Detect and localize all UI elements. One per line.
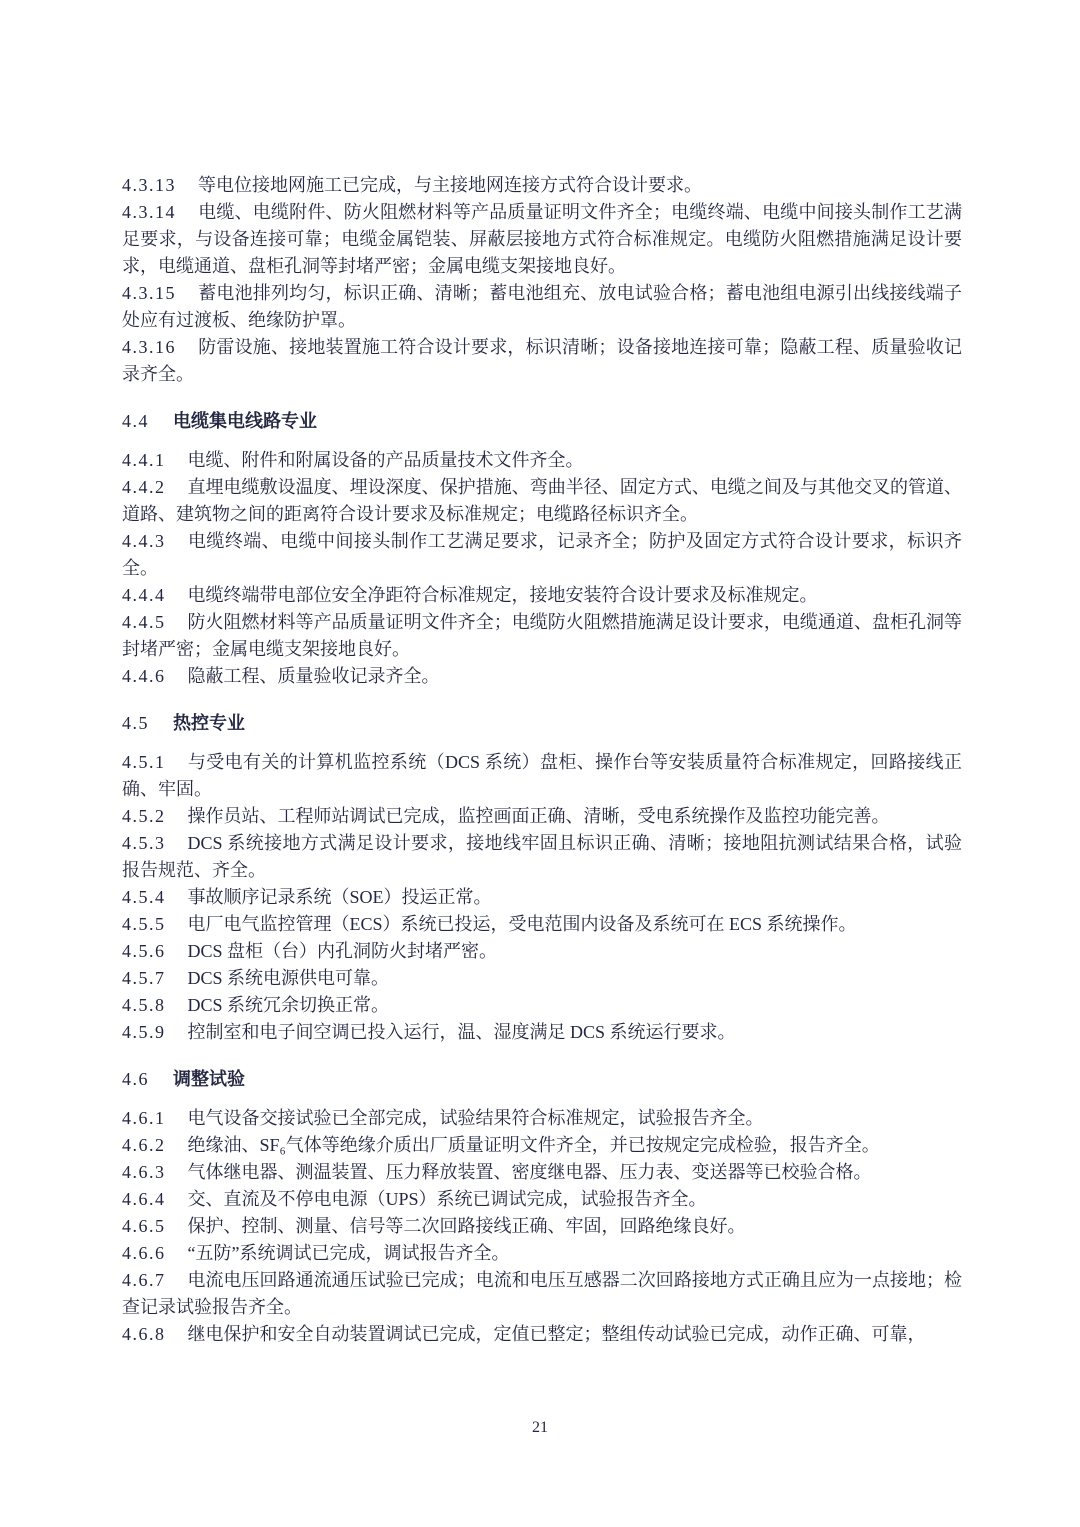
clause-4-5-2	[122, 803, 962, 830]
clause-number: 4.3.15	[122, 283, 176, 303]
clause-text: 与受电有关的计算机监控系统（DCS 系统）盘柜、操作台等安装质量符合标准规定，回路接线正确、牢固。	[122, 752, 962, 799]
clause-4-5-9	[122, 1019, 962, 1046]
heading-4-6	[122, 1066, 962, 1093]
clause-text: 防雷设施、接地装置施工符合设计要求，标识清晰；设备接地连接可靠；隐蔽工程、质量验收记录齐全。	[122, 337, 962, 384]
clause-number: 4.5.7	[122, 968, 166, 988]
clause-text: 交、直流及不停电电源（UPS）系统已调试完成，试验报告齐全。	[187, 1189, 707, 1209]
clause-4-3-15	[122, 280, 962, 334]
clause-number: 4.3.14	[122, 202, 176, 222]
clause-4-6-4	[122, 1186, 962, 1213]
clause-4-3-16	[122, 334, 962, 388]
clause-number: 4.6.5	[122, 1216, 166, 1236]
page-number: 21	[532, 1419, 548, 1436]
clause-text: 操作员站、工程师站调试已完成，监控画面正确、清晰，受电系统操作及监控功能完善。	[187, 806, 890, 826]
clause-text: 防火阻燃材料等产品质量证明文件齐全；电缆防火阻燃措施满足设计要求，电缆通道、盘柜孔洞等封堵严密；金属电缆支架接地良好。	[122, 612, 962, 659]
heading-title: 热控专业	[173, 713, 245, 733]
clause-number: 4.4.4	[122, 585, 166, 605]
clause-text: 气体继电器、测温装置、压力释放装置、密度继电器、压力表、变送器等已校验合格。	[187, 1162, 872, 1182]
clause-4-4-2	[122, 474, 962, 528]
clause-number: 4.5.4	[122, 887, 166, 907]
clause-text: 绝缘油、SF₆气体等绝缘介质出厂质量证明文件齐全，并已按规定完成检验，报告齐全。	[187, 1135, 880, 1155]
heading-number: 4.5	[122, 713, 149, 733]
clause-number: 4.6.2	[122, 1135, 166, 1155]
heading-title: 调整试验	[173, 1069, 245, 1089]
section-4-5	[122, 710, 962, 1046]
heading-4-4	[122, 408, 962, 435]
clause-text: 控制室和电子间空调已投入运行，温、湿度满足 DCS 系统运行要求。	[187, 1022, 736, 1042]
clause-4-3-14	[122, 199, 962, 280]
clause-text: DCS 系统电源供电可靠。	[187, 968, 390, 988]
clause-4-4-1	[122, 447, 962, 474]
clause-number: 4.6.1	[122, 1108, 166, 1128]
clause-4-6-8	[122, 1321, 962, 1348]
clause-4-4-6	[122, 663, 962, 690]
clause-4-6-6	[122, 1240, 962, 1267]
clause-number: 4.6.4	[122, 1189, 166, 1209]
clause-4-4-5	[122, 609, 962, 663]
clause-text: 电气设备交接试验已全部完成，试验结果符合标准规定，试验报告齐全。	[187, 1108, 764, 1128]
document-body	[122, 172, 962, 1348]
clause-4-5-1	[122, 749, 962, 803]
clause-number: 4.6.8	[122, 1324, 166, 1344]
clause-text: 电缆终端、电缆中间接头制作工艺满足要求，记录齐全；防护及固定方式符合设计要求，标识齐全。	[122, 531, 962, 578]
clause-4-4-3	[122, 528, 962, 582]
clause-number: 4.4.2	[122, 477, 166, 497]
clause-number: 4.5.6	[122, 941, 166, 961]
page-footer	[0, 1419, 1080, 1437]
clause-text: 蓄电池排列均匀，标识正确、清晰；蓄电池组充、放电试验合格；蓄电池组电源引出线接线端子处应有过渡板、绝缘防护罩。	[122, 283, 962, 330]
clause-number: 4.3.16	[122, 337, 176, 357]
heading-number: 4.4	[122, 411, 149, 431]
clause-text: 电缆、附件和附属设备的产品质量技术文件齐全。	[187, 450, 584, 470]
clause-number: 4.5.1	[122, 752, 166, 772]
clause-4-5-3	[122, 830, 962, 884]
clause-number: 4.3.13	[122, 175, 176, 195]
clause-text: 电缆终端带电部位安全净距符合标准规定，接地安装符合设计要求及标准规定。	[187, 585, 818, 605]
clause-text: 隐蔽工程、质量验收记录齐全。	[187, 666, 440, 686]
clause-4-3-13	[122, 172, 962, 199]
clause-number: 4.4.6	[122, 666, 166, 686]
clause-4-5-6	[122, 938, 962, 965]
clause-number: 4.5.8	[122, 995, 166, 1015]
clause-text: 电厂电气监控管理（ECS）系统已投运，受电范围内设备及系统可在 ECS 系统操作。	[187, 914, 857, 934]
clause-text: “五防”系统调试已完成，调试报告齐全。	[187, 1243, 510, 1263]
clause-number: 4.5.5	[122, 914, 166, 934]
clause-number: 4.4.1	[122, 450, 166, 470]
clause-number: 4.4.5	[122, 612, 166, 632]
clause-text: 保护、控制、测量、信号等二次回路接线正确、牢固，回路绝缘良好。	[187, 1216, 746, 1236]
clause-4-5-5	[122, 911, 962, 938]
clause-number: 4.5.3	[122, 833, 166, 853]
clause-number: 4.6.3	[122, 1162, 166, 1182]
clause-number: 4.5.9	[122, 1022, 166, 1042]
clause-text: 直埋电缆敷设温度、埋设深度、保护措施、弯曲半径、固定方式、电缆之间及与其他交叉的管道、道路、建筑物之间的距离符合设计要求及标准规定；电缆路径标识齐全。	[122, 477, 962, 524]
clause-text: 电流电压回路通流通压试验已完成；电流和电压互感器二次回路接地方式正确且应为一点接地；检查记录试验报告齐全。	[122, 1270, 962, 1317]
clause-4-6-3	[122, 1159, 962, 1186]
clause-number: 4.6.7	[122, 1270, 166, 1290]
clause-number: 4.6.6	[122, 1243, 166, 1263]
clause-4-5-8	[122, 992, 962, 1019]
clause-text: DCS 盘柜（台）内孔洞防火封堵严密。	[187, 941, 498, 961]
section-4-4	[122, 408, 962, 690]
clause-text: 电缆、电缆附件、防火阻燃材料等产品质量证明文件齐全；电缆终端、电缆中间接头制作工艺满足要求，与设备连接可靠；电缆金属铠装、屏蔽层接地方式符合标准规定。电缆防火阻燃措施满足设计要求，电缆通道、盘柜孔洞等封堵严密；金属电缆支架接地良好。	[122, 202, 962, 276]
section-4-6	[122, 1066, 962, 1348]
clause-number: 4.4.3	[122, 531, 166, 551]
clause-text: 等电位接地网施工已完成，与主接地网连接方式符合设计要求。	[198, 175, 702, 195]
clause-text: 事故顺序记录系统（SOE）投运正常。	[187, 887, 492, 907]
clause-4-6-7	[122, 1267, 962, 1321]
clause-4-6-1	[122, 1105, 962, 1132]
clause-4-5-4	[122, 884, 962, 911]
clause-text: DCS 系统冗余切换正常。	[187, 995, 390, 1015]
clause-text: DCS 系统接地方式满足设计要求，接地线牢固且标识正确、清晰；接地阻抗测试结果合格，试验报告规范、齐全。	[122, 833, 962, 880]
section-4-3	[122, 172, 962, 388]
heading-4-5	[122, 710, 962, 737]
clause-text: 继电保护和安全自动装置调试已完成，定值已整定；整组传动试验已完成，动作正确、可靠，	[187, 1324, 926, 1344]
clause-4-6-5	[122, 1213, 962, 1240]
clause-4-4-4	[122, 582, 962, 609]
clause-number: 4.5.2	[122, 806, 166, 826]
heading-title: 电缆集电线路专业	[173, 411, 317, 431]
clause-4-5-7	[122, 965, 962, 992]
heading-number: 4.6	[122, 1069, 149, 1089]
clause-4-6-2	[122, 1132, 962, 1159]
